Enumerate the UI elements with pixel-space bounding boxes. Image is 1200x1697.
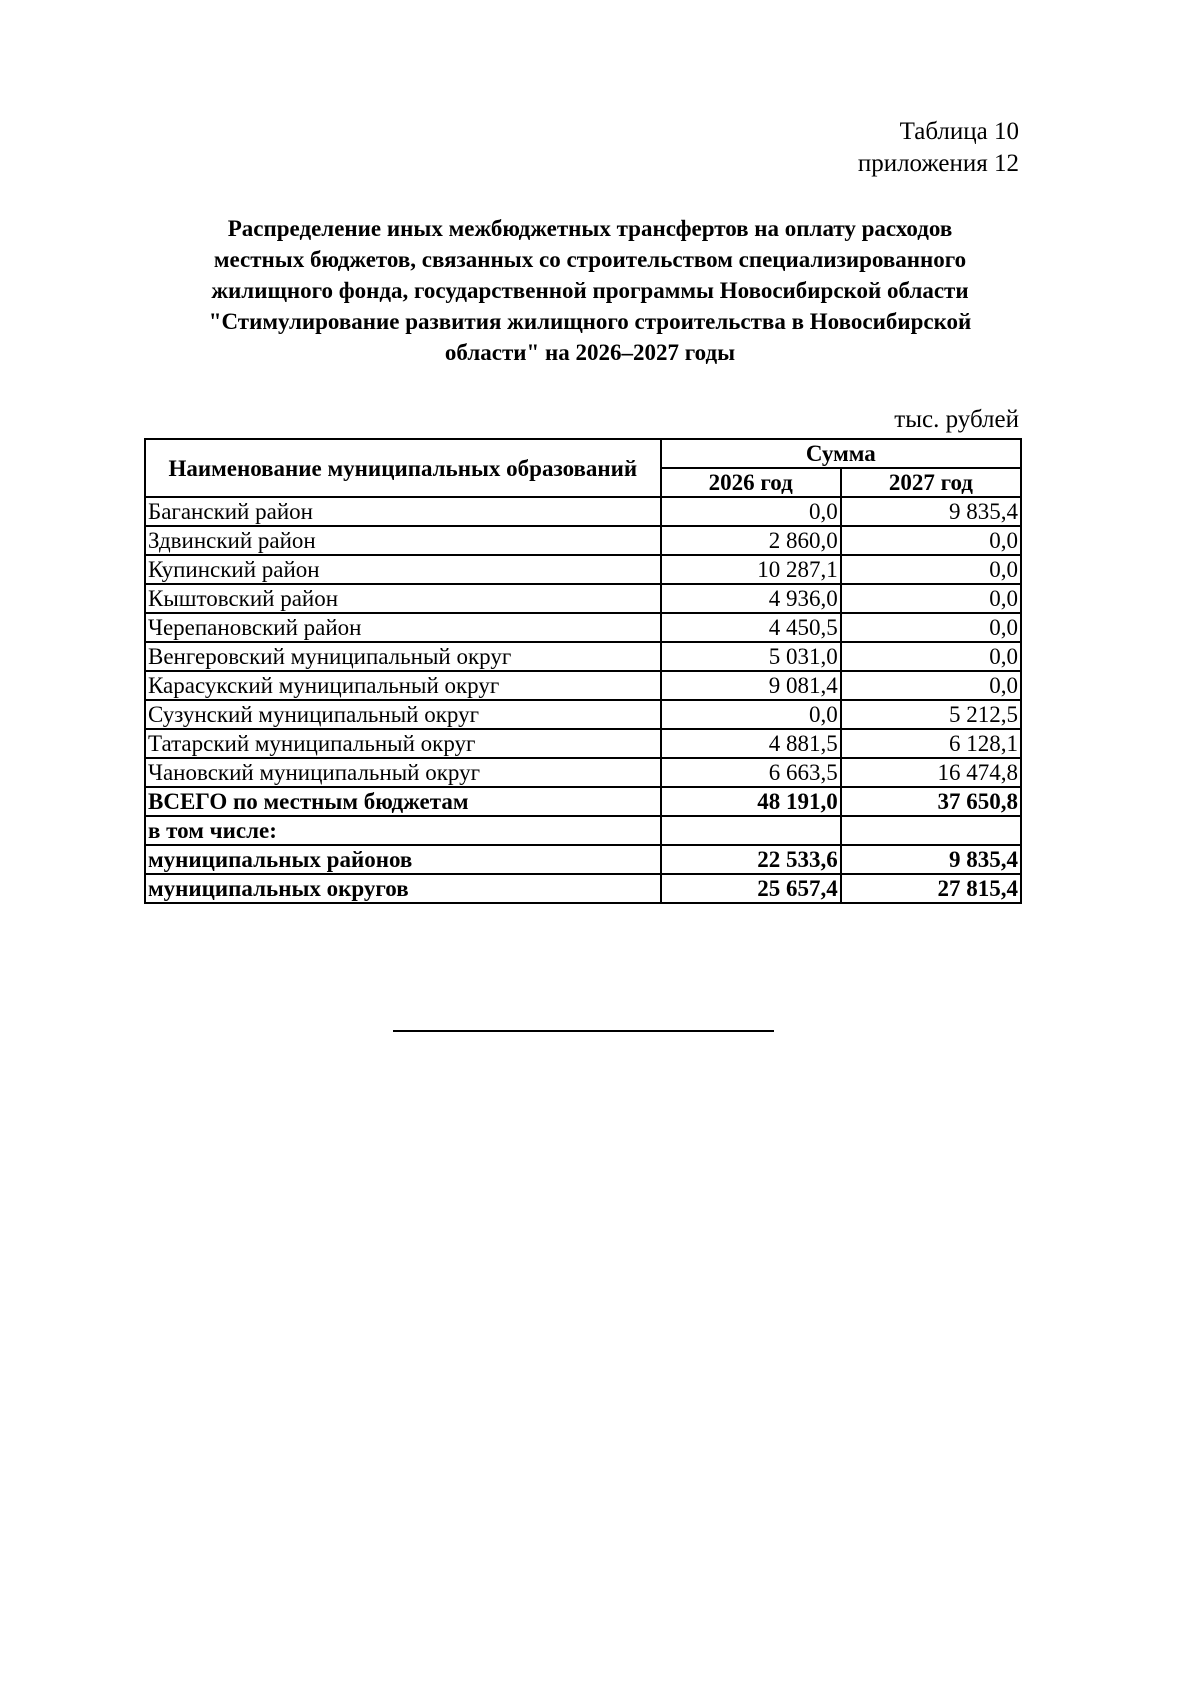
table-row (145, 526, 1021, 555)
appendix-number: приложения 12 (857, 150, 1019, 177)
value-2027-cell: 9 835,4 (841, 845, 1021, 874)
row-name-cell: муниципальных районов (145, 845, 661, 874)
row-name-cell: Карасукский муниципальный округ (145, 671, 661, 700)
value-2026-cell: 6 663,5 (661, 758, 841, 787)
total-row (145, 787, 1021, 816)
value-2026-cell (661, 816, 841, 845)
value-2027-cell: 6 128,1 (841, 729, 1021, 758)
value-2026-cell: 2 860,0 (661, 526, 841, 555)
table-row (145, 613, 1021, 642)
column-header-2027: 2027 год (841, 468, 1021, 497)
table-row (145, 642, 1021, 671)
row-name-cell: муниципальных округов (145, 874, 661, 903)
row-name-cell: Сузунский муниципальный округ (145, 700, 661, 729)
table-row (145, 758, 1021, 787)
table-row (145, 497, 1021, 526)
row-name-cell: Татарский муниципальный округ (145, 729, 661, 758)
value-2027-cell: 0,0 (841, 526, 1021, 555)
value-2026-cell: 4 450,5 (661, 613, 841, 642)
value-2027-cell: 0,0 (841, 642, 1021, 671)
table-row (145, 555, 1021, 584)
row-name-cell: Здвинский район (145, 526, 661, 555)
table-row (145, 671, 1021, 700)
title-line: жилищного фонда, государственной программы Новосибирской области (211, 278, 969, 303)
header-row (145, 439, 1021, 468)
transfers-table (144, 438, 1022, 904)
column-header-2026: 2026 год (661, 468, 841, 497)
value-2026-cell: 10 287,1 (661, 555, 841, 584)
value-2027-cell: 0,0 (841, 671, 1021, 700)
table-number: Таблица 10 (899, 118, 1019, 145)
value-2027-cell: 37 650,8 (841, 787, 1021, 816)
row-name-cell: в том числе: (145, 816, 661, 845)
table-row (145, 729, 1021, 758)
units-label: тыс. рублей (894, 406, 1019, 433)
closing-rule (393, 1030, 774, 1032)
total-row (145, 816, 1021, 845)
value-2026-cell: 4 936,0 (661, 584, 841, 613)
value-2027-cell: 0,0 (841, 613, 1021, 642)
value-2027-cell: 5 212,5 (841, 700, 1021, 729)
value-2026-cell: 4 881,5 (661, 729, 841, 758)
row-name-cell: Чановский муниципальный округ (145, 758, 661, 787)
column-header-sum: Сумма (661, 439, 1021, 468)
total-row (145, 845, 1021, 874)
total-row (145, 874, 1021, 903)
document-title (160, 213, 1020, 368)
value-2026-cell: 9 081,4 (661, 671, 841, 700)
title-line: области" на 2026–2027 годы (444, 340, 736, 365)
table-row (145, 700, 1021, 729)
row-name-cell: Кыштовский район (145, 584, 661, 613)
table-row (145, 584, 1021, 613)
value-2026-cell: 48 191,0 (661, 787, 841, 816)
value-2026-cell: 0,0 (661, 497, 841, 526)
title-line: Распределение иных межбюджетных трансфертов на оплату расходов (227, 216, 953, 241)
value-2026-cell: 0,0 (661, 700, 841, 729)
value-2027-cell: 9 835,4 (841, 497, 1021, 526)
row-name-cell: Черепановский район (145, 613, 661, 642)
value-2026-cell: 5 031,0 (661, 642, 841, 671)
row-name-cell: ВСЕГО по местным бюджетам (145, 787, 661, 816)
value-2027-cell: 0,0 (841, 555, 1021, 584)
value-2027-cell: 27 815,4 (841, 874, 1021, 903)
value-2026-cell: 22 533,6 (661, 845, 841, 874)
row-name-cell: Венгеровский муниципальный округ (145, 642, 661, 671)
title-line: "Стимулирование развития жилищного строительства в Новосибирской (208, 309, 972, 334)
value-2027-cell: 0,0 (841, 584, 1021, 613)
title-line: местных бюджетов, связанных со строительством специализированного (213, 247, 967, 272)
value-2026-cell: 25 657,4 (661, 874, 841, 903)
row-name-cell: Баганский район (145, 497, 661, 526)
column-header-name: Наименование муниципальных образований (145, 439, 661, 497)
value-2027-cell (841, 816, 1021, 845)
row-name-cell: Купинский район (145, 555, 661, 584)
value-2027-cell: 16 474,8 (841, 758, 1021, 787)
